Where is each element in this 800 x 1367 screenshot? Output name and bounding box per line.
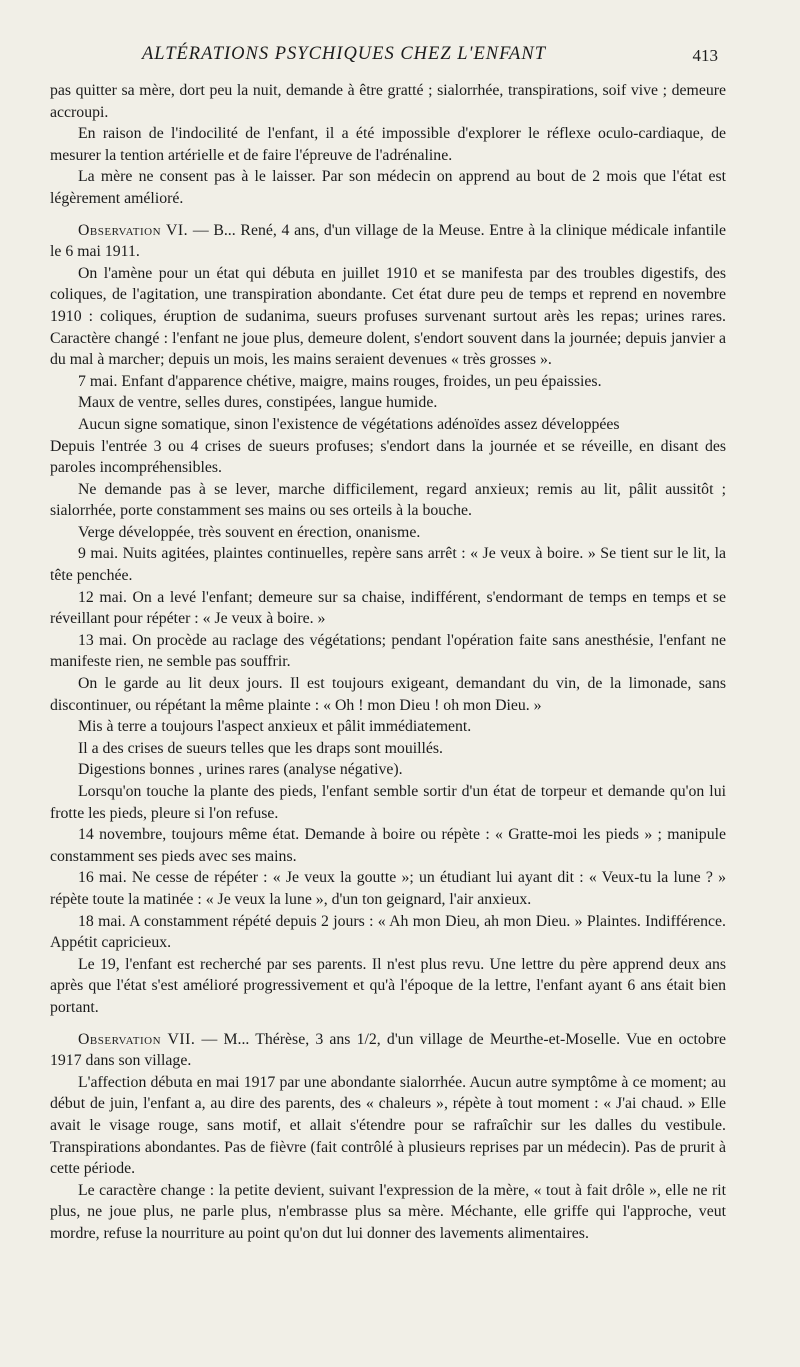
paragraph: 12 mai. On a levé l'enfant; demeure sur sa chaise, indifférent, s'endormant de temps en temps et se réveillant pour répéter : « Je veux à boire. » [50, 588, 726, 628]
paragraph: 7 mai. Enfant d'apparence chétive, maigre, mains rouges, froides, un peu épaissies. [78, 372, 602, 390]
paragraph: Le caractère change : la petite devient, suivant l'expression de la mère, « tout à fait drôle », elle ne rit plus, ne joue plus, ne parle plus, n'embrasse plus sa mère. Méchante, elle griffe qui l'approche, veut mordre, refuse la nourriture au point qu'on dut lui donner des lavements alimentaires. [50, 1181, 726, 1242]
paragraph: Lorsqu'on touche la plante des pieds, l'enfant semble sortir d'un état de torpeur et demande qu'on lui frotte les pieds, pleure si l'on refuse. [50, 783, 726, 822]
observation-label: Observation VII. [78, 1030, 196, 1048]
paragraph: 14 novembre, toujours même état. Demande à boire ou répète : « Gratte-moi les pieds » ; manipule constamment ses pieds avec ses mains. [50, 826, 726, 865]
paragraph: La mère ne consent pas à le laisser. Par son médecin on apprend au bout de 2 mois que l'état est légèrement amélioré. [50, 168, 726, 207]
observation-intro: — B... René, 4 ans, d'un village de la Meuse. Entre à la clinique médicale infantile le 6 mai 1911. [50, 221, 727, 261]
paragraph: Maux de ventre, selles dures, constipées, langue humide. [78, 394, 438, 412]
paragraph: Mis à terre a toujours l'aspect anxieux et pâlit immédiatement. [78, 718, 472, 736]
paragraph: pas quitter sa mère, dort peu la nuit, demande à être gratté ; sialorrhée, transpirations, soif vive ; demeure accroupi. [50, 82, 726, 121]
observation-intro: — M... Thérèse, 3 ans 1/2, d'un village de Meurthe-et-Moselle. Vue en octobre 1917 dans son village. [50, 1030, 726, 1070]
paragraph: Digestions bonnes , urines rares (analyse négative). [78, 761, 403, 779]
page-header [0, 44, 800, 74]
paragraph: L'affection débuta en mai 1917 par une abondante sialorrhée. Aucun autre symptôme à ce moment; au début de juin, l'enfant a, au dire des parents, des « chaleurs », répète à tout moment : « J'ai chaud. » Elle avait le visage rouge, sans motif, et allait s'étendre pour se rafraîchir sur les dalles du vestibule. Transpirations abondantes. Pas de fièvre (fait contrôlé à plusieurs reprises par un médecin). Pas de prurit à cette période. [50, 1073, 726, 1178]
paragraph: On le garde au lit deux jours. Il est toujours exigeant, demandant du vin, de la limonade, sans discontinuer, ou répétant la même plainte : « Oh ! mon Dieu ! oh mon Dieu. » [50, 675, 726, 714]
observation-heading [50, 220, 726, 263]
observation-label: Observation VI. [78, 221, 189, 239]
paragraph: Le 19, l'enfant est recherché par ses parents. Il n'est plus revu. Une lettre du père apprend deux ans après que l'état s'est amélioré progressivement et qu'à l'époque de la lettre, l'enfant ayant 6 ans était bien portant. [50, 955, 726, 1016]
paragraph: 9 mai. Nuits agitées, plaintes continuelles, repère sans arrêt : « Je veux à boire. » Se tient sur le lit, la tête penchée. [50, 545, 726, 585]
paragraph: Aucun signe somatique, sinon l'existence de végétations adénoïdes assez développées [78, 415, 620, 433]
running-title: ALTÉRATIONS PSYCHIQUES CHEZ L'ENFANT [142, 44, 546, 64]
page-body [50, 80, 726, 1244]
paragraph: 18 mai. A constamment répété depuis 2 jours : « Ah mon Dieu, ah mon Dieu. » Plaintes. Indifférence. Appétit capricieux. [50, 912, 726, 952]
page-number: 413 [692, 46, 718, 65]
paragraph: Ne demande pas à se lever, marche difficilement, regard anxieux; remis au lit, pâlit aussitôt ; sialorrhée, porte constamment ses mains ou ses orteils à la bouche. [50, 480, 726, 520]
paragraph: 13 mai. On procède au raclage des végétations; pendant l'opération faite sans anesthésie, l'enfant ne manifeste rien, ne semble pas souffrir. [50, 631, 726, 671]
paragraph: 16 mai. Ne cesse de répéter : « Je veux la goutte »; un étudiant lui ayant dit : « Veux-tu la lune ? » répète toute la matinée : « Je veux la lune », d'un ton geignard, l'air anxieux. [50, 869, 726, 908]
paragraph: On l'amène pour un état qui débuta en juillet 1910 et se manifesta par des troubles digestifs, des coliques, de l'agitation, une transpiration abondante. Cet état dure peu de temps et reprend en novembre 1910 : coliques, éruption de sudanima, sueurs profuses survenant surtout arès les repas; urines rares. Caractère changé : l'enfant ne joue plus, demeure dolent, s'endort souvent dans la journée; depuis janvier a du mal à marcher; depuis un mois, les mains seraient devenues « très grosses ». [50, 264, 726, 369]
paragraph: Il a des crises de sueurs telles que les draps sont mouillés. [78, 739, 444, 757]
paragraph: Depuis l'entrée 3 ou 4 crises de sueurs profuses; s'endort dans la journée et se réveille, en disant des paroles incompréhensibles. [50, 437, 726, 477]
observation-heading [50, 1029, 726, 1072]
paragraph: En raison de l'indocilité de l'enfant, il a été impossible d'explorer le réflexe oculo-cardiaque, de mesurer la tention artérielle et de faire l'épreuve de l'adrénaline. [50, 125, 726, 164]
paragraph: Verge développée, très souvent en érection, onanisme. [78, 523, 421, 541]
